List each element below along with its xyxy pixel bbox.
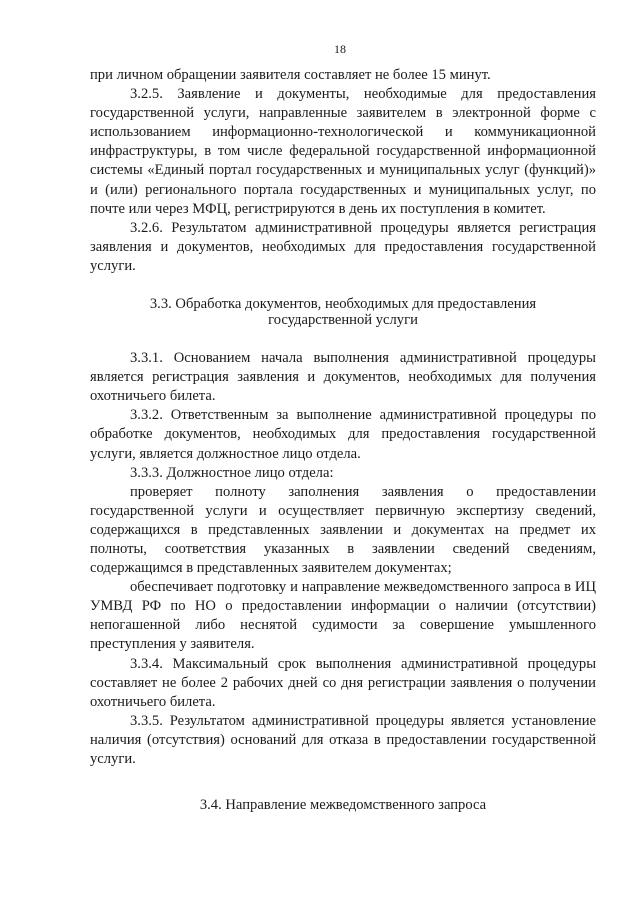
paragraph-3-3-3-item-check: проверяет полноту заполнения заявления о предоставлении государственной услуги и осуществляет первичную экспертизу сведений, содержащихся в представленных заявлении и документах на предмет их полноты, соответствия указанных в заявлении сведений сведениям, содержащимся в представленных заявителем документах; — [90, 483, 596, 577]
section-heading-3-3 — [90, 296, 596, 328]
paragraph-3-3-4: 3.3.4. Максимальный срок выполнения административной процедуры составляет не более 2 рабочих дней со дня регистрации заявления о получении охотничьего билета. — [90, 655, 596, 710]
paragraph-3-3-3: 3.3.3. Должностное лицо отдела: — [130, 464, 334, 481]
paragraph-3-3-1: 3.3.1. Основанием начала выполнения административной процедуры является регистрация заявления и документов, необходимых для получения охотничьего билета. — [90, 350, 596, 405]
paragraph-3-2-6: 3.2.6. Результатом административной процедуры является регистрация заявления и документов, необходимых для предоставления государственной услуги. — [90, 219, 596, 274]
paragraph-continuation: при личном обращении заявителя составляет не более 15 минут. — [90, 67, 491, 83]
section-heading-3-3-line2: государственной услуги — [268, 312, 418, 329]
paragraph-3-3-5: 3.3.5. Результатом административной процедуры является установление наличия (отсутствия) оснований для отказа в предоставлении государственной услуги. — [90, 712, 596, 767]
paragraph-3-3-3-item-request: обеспечивает подготовку и направление межведомственного запроса в ИЦ УМВД РФ по НО о предоставлении информации о наличии (отсутствии) непогашенной либо неснятой судимости за совершение умышленного преступления у заявителя. — [90, 579, 596, 653]
paragraph-3-3-2: 3.3.2. Ответственным за выполнение административной процедуры по обработке документов, необходимых для предоставления государственной услуги, является должностное лицо отдела. — [90, 407, 596, 462]
document-body — [90, 66, 596, 815]
paragraph-3-2-5: 3.2.5. Заявление и документы, необходимые для предоставления государственной услуги, направленные заявителем в электронной форме с использованием информационно-технологической и коммуникационной инфраструктуры, в том числе федеральной государственной информационной системы «Единый портал государственных и муниципальных услуг (функций)» и (или) регионального портала государственных и муниципальных услуг, по почте или через МФЦ, регистрируются в день их поступления в комитет. — [90, 86, 596, 217]
page-number: 18 — [334, 42, 346, 56]
section-heading-3-3-line1: 3.3. Обработка документов, необходимых для предоставления — [149, 296, 537, 313]
section-heading-3-4: 3.4. Направление межведомственного запроса — [199, 797, 487, 814]
